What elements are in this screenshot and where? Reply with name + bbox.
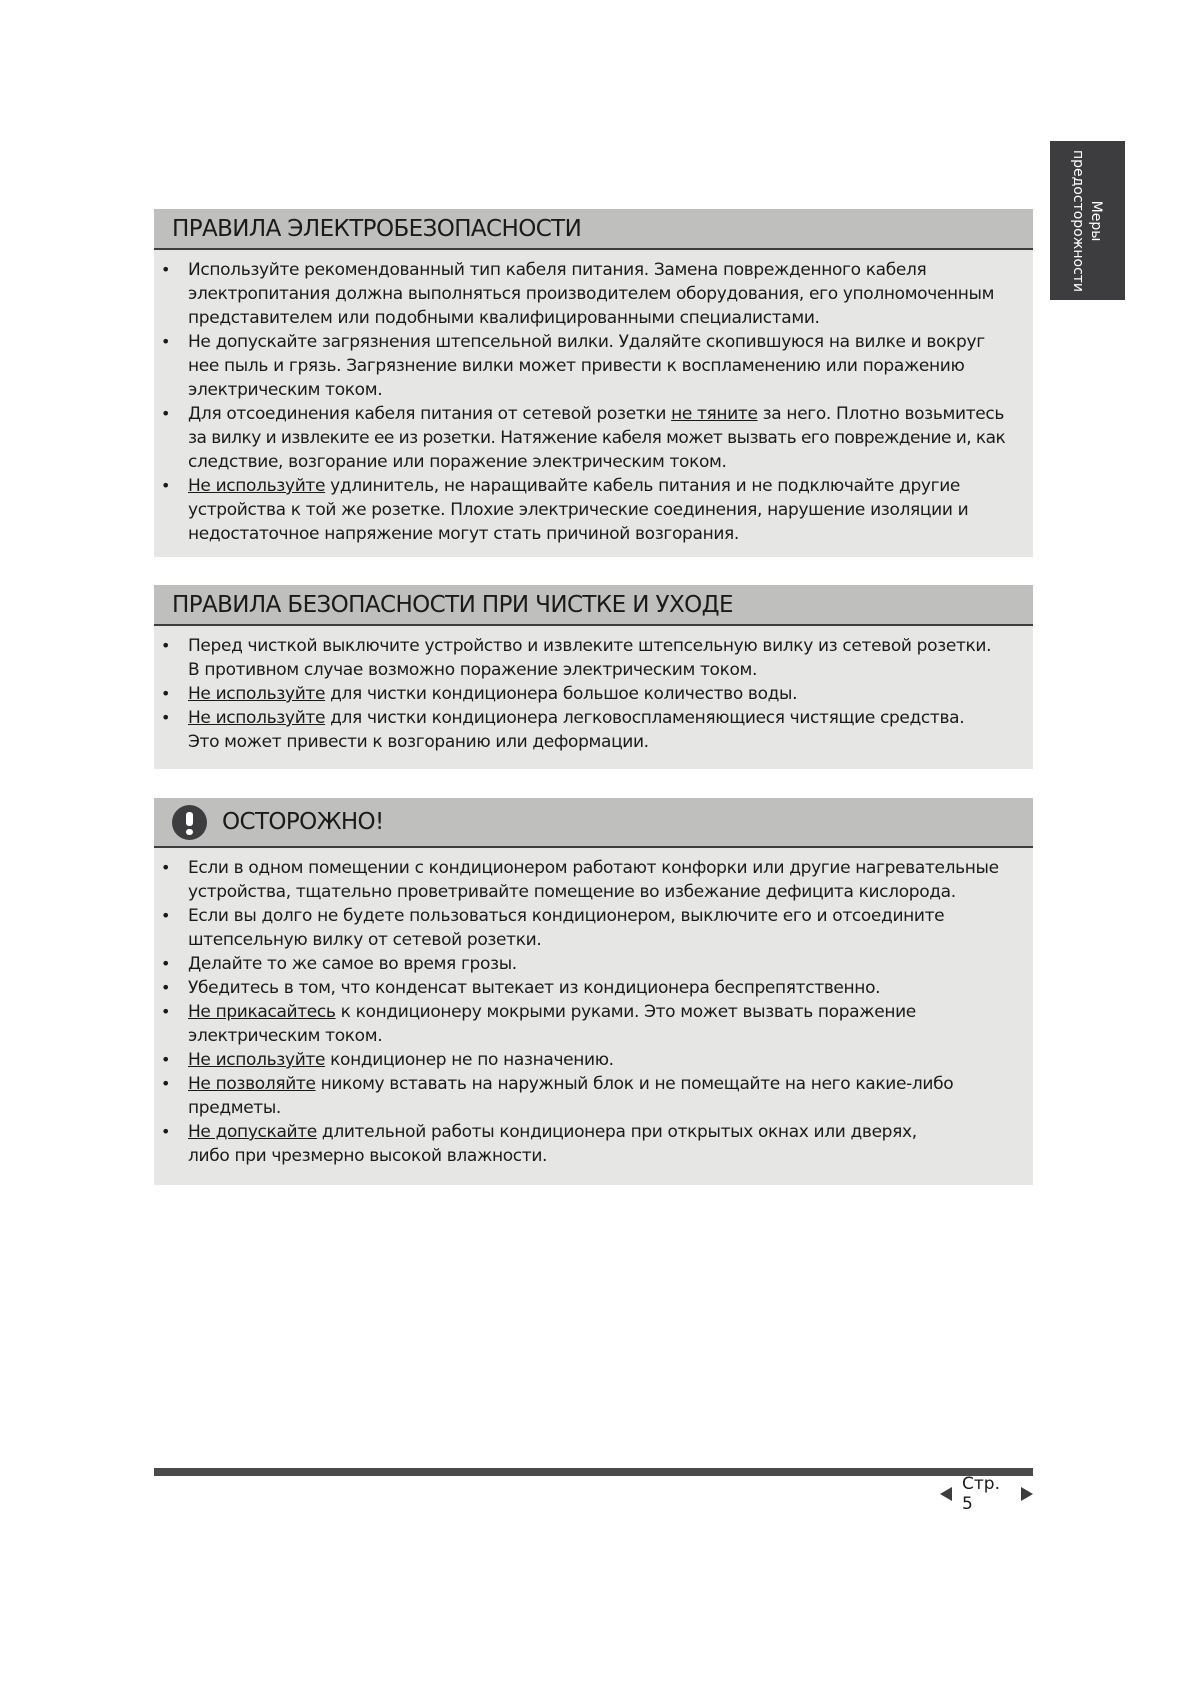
emphasis-underlined: Не прикасайтесь (188, 1002, 336, 1022)
section-header (154, 209, 1033, 250)
emphasis-underlined: Не допускайте (188, 1122, 317, 1142)
emphasis-underlined: Не позволяйте (188, 1074, 316, 1094)
item-text-line: электрическим током. (188, 1026, 383, 1046)
item-text-segment: удлинитель, не наращивайте кабель питания и не подключайте другие (325, 476, 960, 496)
item-text-line: за вилку и извлеките ее из розетки. Натяжение кабеля может вызвать его повреждение и, как (188, 428, 1006, 448)
section-header (154, 798, 1033, 848)
emphasis-underlined: Не используйте (188, 1050, 326, 1070)
item-text-line: электропитания должна выполняться производителем оборудования, его уполномоченным (188, 284, 995, 304)
list-item (154, 1000, 1033, 1048)
item-text-line: штепсельную вилку от сетевой розетки. (188, 930, 542, 950)
emphasis-underlined: Не используйте (188, 708, 326, 728)
item-text-line: представителем или подобными квалифицированными специалистами. (188, 308, 820, 328)
item-text-line: следствие, возгорание или поражение электрическим током. (188, 452, 727, 472)
list-item (154, 1048, 1033, 1072)
item-text-line (188, 402, 1005, 426)
section-electrical-safety (154, 209, 1033, 557)
item-text-line: недостаточное напряжение могут стать причиной возгорания. (188, 524, 739, 544)
list-item (154, 1072, 1033, 1120)
item-text-line (188, 474, 1001, 498)
item-text-line: нее пыль и грязь. Загрязнение вилки может привести к воспламенению или поражению (188, 356, 965, 376)
list-item (154, 258, 1033, 330)
item-text-line: • Если вы долго не будете пользоваться кондиционером, выключите его и отсоедините (188, 906, 945, 926)
item-text-line (188, 1120, 1001, 1144)
item-text-line: предметы. (188, 1098, 281, 1118)
item-text-line: Это может привести к возгоранию или деформации. (188, 732, 649, 752)
page-navigation (940, 1474, 1033, 1514)
item-text-segment: кондиционер не по назначению. (325, 1050, 614, 1070)
section-cleaning-safety (154, 585, 1033, 769)
warning-exclamation-icon (172, 805, 207, 840)
item-text-line: • Если в одном помещении с кондиционером работают конфорки или другие нагревательные (188, 858, 999, 878)
next-page-arrow-icon[interactable] (1021, 1487, 1033, 1501)
list-item (154, 402, 1033, 474)
item-text-line: В противном случае возможно поражение электрическим током. (188, 660, 758, 680)
item-text-line: • Убедитесь в том, что конденсат вытекает из кондиционера беспрепятственно. (188, 978, 881, 998)
item-text-segment: для чистки кондиционера легковоспламеняющиеся чистящие средства. (325, 708, 965, 728)
list-item (154, 634, 1033, 682)
item-text-segment: никому вставать на наружный блок и не помещайте на него какие-либо (315, 1074, 954, 1094)
list-item (154, 1120, 1033, 1168)
previous-page-arrow-icon[interactable] (940, 1487, 952, 1501)
page-number: Стр. 5 (962, 1474, 1000, 1514)
item-text-line: • Не допускайте загрязнения штепсельной вилки. Удаляйте скопившуюся на вилке и вокруг (188, 332, 985, 352)
item-text-line: • Делайте то же самое во время грозы. (188, 954, 517, 974)
item-text-segment: Для отсоединения кабеля питания от сетевой розетки (188, 404, 672, 424)
section-title: ПРАВИЛА ЭЛЕКТРОБЕЗОПАСНОСТИ (172, 215, 582, 242)
item-text-line (188, 1048, 1001, 1072)
footer-rule (154, 1468, 1033, 1476)
emphasis-underlined: Не используйте (188, 476, 326, 496)
item-text-line (188, 682, 1001, 706)
emphasis-underlined: не тяните (671, 404, 758, 424)
list-item (154, 856, 1033, 904)
item-text-line: устройства к той же розетке. Плохие электрические соединения, нарушение изоляции и (188, 500, 969, 520)
list-item (154, 952, 1033, 976)
item-text-line (188, 706, 1001, 730)
list-item (154, 976, 1033, 1000)
item-text-line: • Перед чисткой выключите устройство и извлеките штепсельную вилку из сетевой розетки. (188, 636, 992, 656)
list-item (154, 706, 1033, 754)
section-header (154, 585, 1033, 626)
bullet-list (154, 848, 1033, 1168)
list-item (154, 330, 1033, 402)
bullet-list (154, 250, 1033, 546)
item-text-line: электрическим током. (188, 380, 383, 400)
item-text-segment: длительной работы кондиционера при открытых окнах или дверях, (316, 1122, 917, 1142)
item-text-segment: для чистки кондиционера большое количество воды. (325, 684, 798, 704)
bullet-list (154, 626, 1033, 754)
item-text-line: устройства, тщательно проветривайте помещение во избежание дефицита кислорода. (188, 882, 956, 902)
list-item (154, 682, 1033, 706)
section-caution (154, 798, 1033, 1185)
item-text-segment: за него. Плотно возьмитесь (757, 404, 1005, 424)
item-text-line: • Используйте рекомендованный тип кабеля питания. Замена поврежденного кабеля (188, 260, 927, 280)
side-tab-text (1069, 150, 1105, 292)
item-text-line (188, 1000, 1001, 1024)
side-tab-line-1: Меры (1088, 200, 1104, 242)
section-title: ОСТОРОЖНО! (222, 809, 384, 835)
item-text-line (188, 1072, 1001, 1096)
emphasis-underlined: Не используйте (188, 684, 326, 704)
item-text-line: либо при чрезмерно высокой влажности. (188, 1146, 548, 1166)
section-title: ПРАВИЛА БЕЗОПАСНОСТИ ПРИ ЧИСТКЕ И УХОДЕ (172, 591, 733, 618)
list-item (154, 904, 1033, 952)
side-tab-line-2: предосторожности (1070, 149, 1086, 293)
side-section-tab (1050, 141, 1125, 300)
list-item (154, 474, 1033, 546)
item-text-segment: к кондиционеру мокрыми руками. Это может вызвать поражение (335, 1002, 916, 1022)
